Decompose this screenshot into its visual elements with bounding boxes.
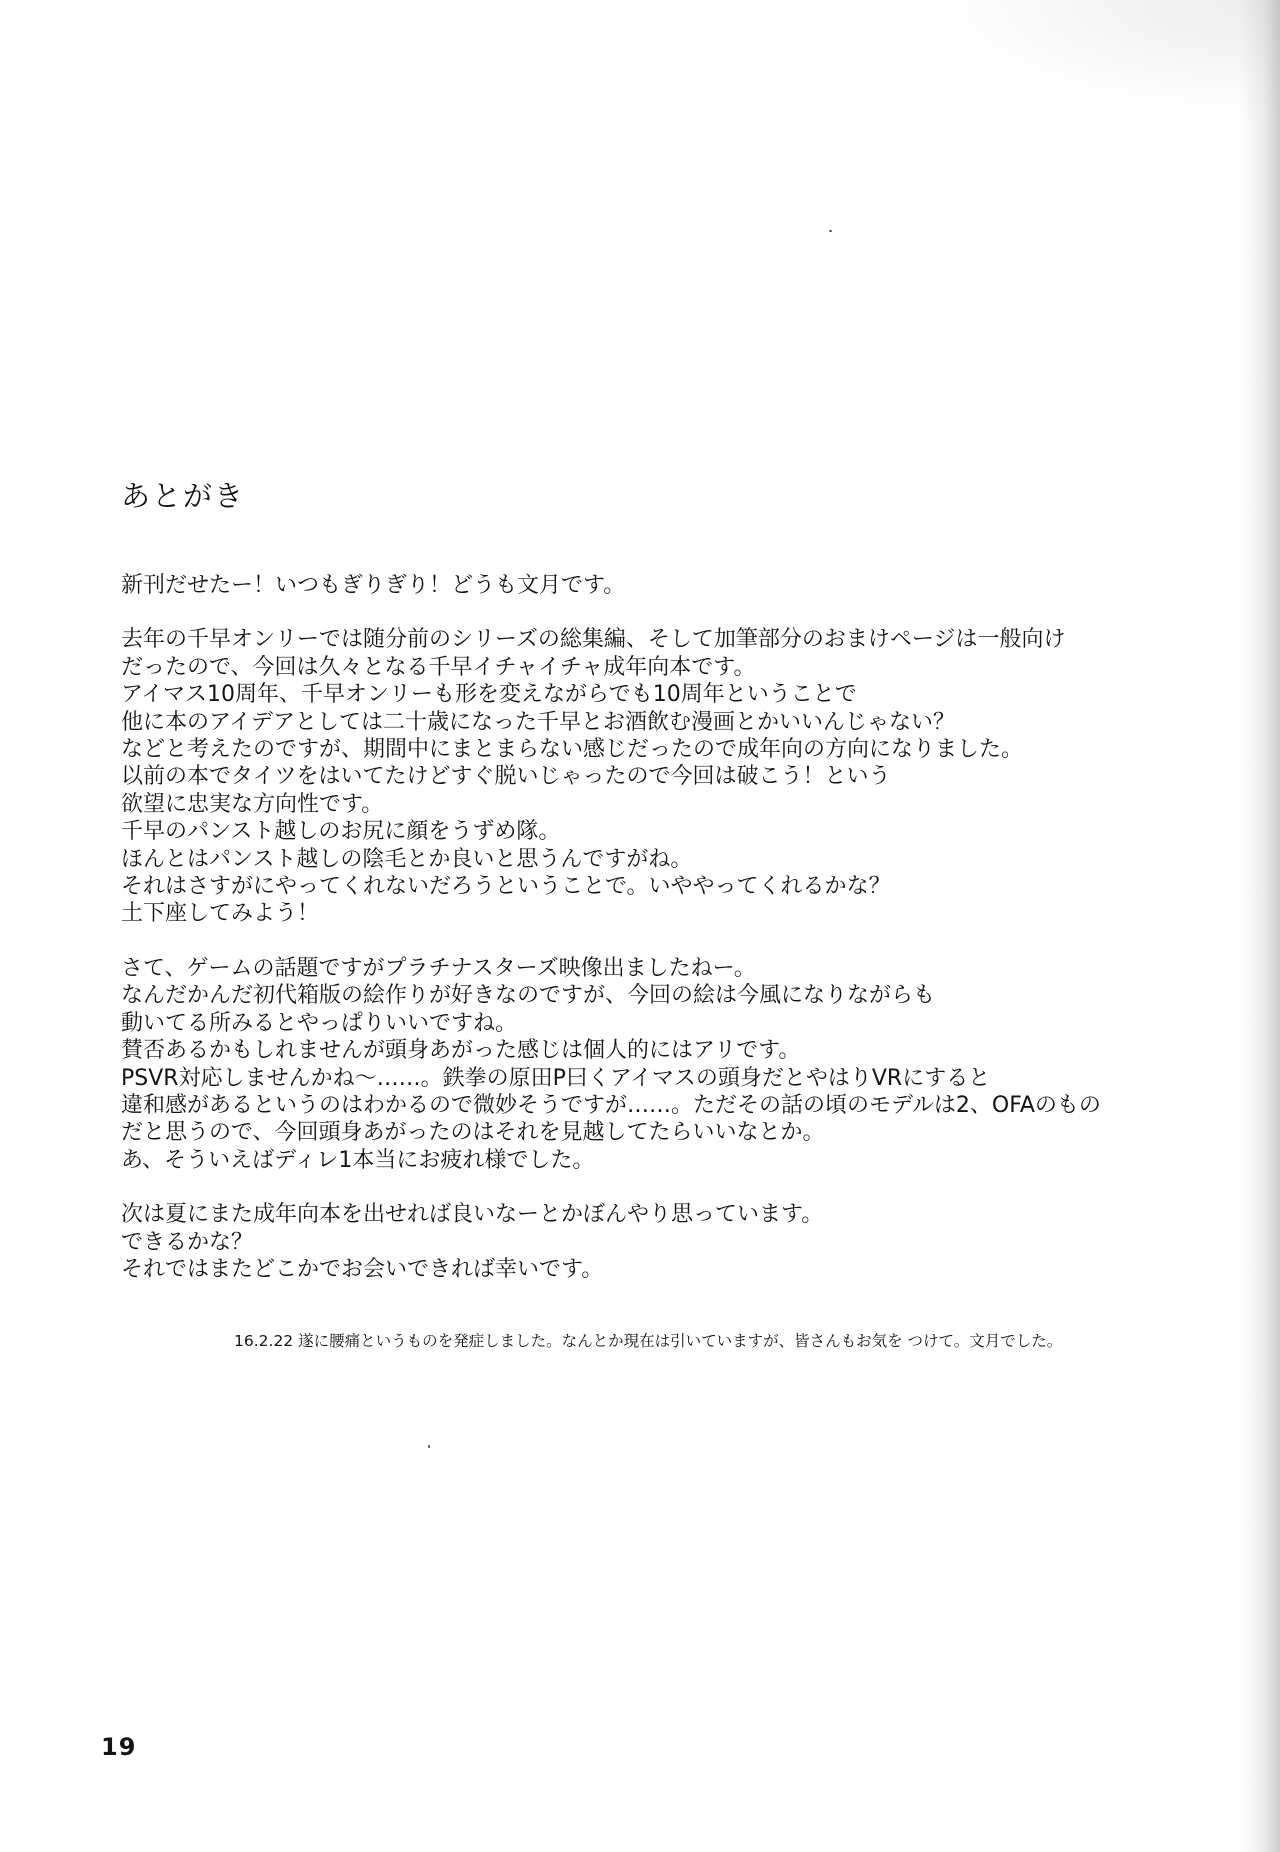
text-line: 次は夏にまた成年向本を出せれば良いなーとかぼんやり思っています。	[121, 1202, 824, 1228]
afterword-body	[121, 572, 1101, 1310]
text-line: だと思うので、今回頭身あがったのはそれを見越してたらいいなとか。	[121, 1120, 825, 1146]
text-line: ほんとはパンスト越しの陰毛とか良いと思うんですがね。	[121, 846, 693, 872]
page-number: 19	[101, 1733, 137, 1761]
text-line: それはさすがにやってくれないだろうということで。いややってくれるかな？	[121, 874, 891, 900]
text-line: できるかな？	[121, 1229, 254, 1255]
text-line: 賛否あるかもしれませんが頭身あがった感じは個人的にはアリです。	[121, 1038, 801, 1064]
text-line: アイマス10周年、千早オンリーも形を変えながらでも10周年ということで	[121, 682, 857, 708]
text-line: それではまたどこかでお会いできれば幸いです。	[121, 1256, 604, 1282]
scan-corner-shading	[920, 0, 1280, 120]
scan-edge-shading	[1240, 0, 1280, 1852]
text-line: だったので、今回は久々となる千早イチャイチャ成年向本です。	[121, 654, 756, 680]
text-line: さて、ゲームの話題ですがプラチナスターズ映像出ましたねー。	[121, 955, 756, 981]
text-line: 新刊だせたー！いつもぎりぎり！どうも文月です。	[121, 573, 626, 598]
paragraph	[121, 626, 1081, 927]
paragraph	[121, 1201, 1081, 1283]
text-line: 動いてる所みるとやっぱりいいですね。	[121, 1010, 518, 1036]
dated-footnote: 16.2.22 遂に腰痛というものを発症しました。なんとか現在は引いていますが、皆さんもお気を つけて。文月でした。	[234, 1332, 1063, 1350]
afterword-heading: あとがき	[121, 479, 246, 513]
text-line: 違和感があるというのはわかるので微妙そうですが……。ただその話の頃のモデルは2、OFAのもの	[121, 1092, 1101, 1118]
text-line: PSVR対応しませんかね～……。鉄拳の原田P曰くアイマスの頭身だとやはりVRにすると	[121, 1065, 991, 1091]
text-line: なんだかんだ初代箱版の絵作りが好きなのですが、今回の絵は今風になりながらも	[121, 983, 936, 1009]
text-line: 千早のパンスト越しのお尻に顔をうずめ隊。	[121, 819, 561, 845]
text-line: あ、そういえばディレ1本当にお疲れ様でした。	[121, 1147, 595, 1173]
paragraph	[121, 955, 1101, 1174]
text-line: 他に本のアイデアとしては二十歳になった千早とお酒飲む漫画とかいいんじゃない？	[121, 709, 956, 735]
text-line: 去年の千早オンリーでは随分前のシリーズの総集編、そして加筆部分のおまけページは一般向け	[121, 627, 1066, 653]
text-line: 欲望に忠実な方向性です。	[121, 791, 384, 817]
text-line: 土下座してみよう！	[121, 901, 320, 927]
paragraph	[121, 572, 1081, 599]
text-line: 以前の本でタイツをはいてたけどすぐ脱いじゃったので今回は破こう！という	[121, 764, 891, 790]
scan-speck	[829, 230, 832, 232]
scan-speck	[428, 1445, 430, 1448]
text-line: などと考えたのですが、期間中にまとまらない感じだったので成年向の方向になりました。	[121, 737, 1024, 763]
